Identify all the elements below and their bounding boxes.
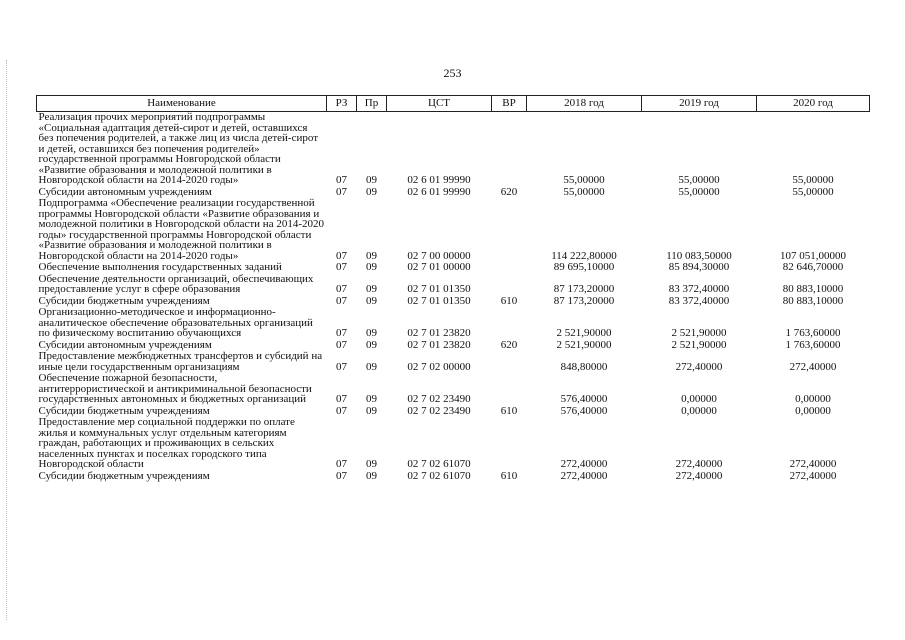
row-2019: 55,00000 [678, 174, 720, 186]
page-number: 253 [443, 66, 462, 80]
row-2018: 89 695,10000 [553, 261, 615, 273]
row-cst: 02 7 02 61070 [407, 458, 471, 470]
row-pr: 09 [366, 327, 377, 339]
row-rz: 07 [336, 469, 347, 482]
row-vr [492, 112, 527, 187]
row-rz: 07 [336, 249, 347, 262]
row-cst: 02 7 01 00000 [407, 261, 471, 273]
row-cst: 02 7 02 00000 [407, 360, 471, 373]
row-vr: 610 [500, 404, 518, 417]
row-2018: 272,40000 [560, 458, 608, 470]
row-name: Организационно-методическое и информационно-аналитическое обеспечение образовательных организаций по физическому воспитанию обучающихся [38, 306, 313, 339]
row-2020: 80 883,10000 [782, 294, 844, 307]
table-row [37, 417, 870, 471]
row-2020: 272,40000 [789, 360, 837, 373]
row-2019: 272,40000 [675, 469, 723, 482]
row-pr: 09 [366, 294, 377, 307]
row-cst: 02 7 01 23820 [407, 338, 471, 351]
row-name: Предоставление межбюджетных трансфертов и субсидий на иные цели государственным организациям [38, 350, 323, 373]
row-vr [492, 198, 527, 262]
row-name: Субсидии автономным учреждениям [38, 185, 212, 198]
row-2020: 272,40000 [789, 469, 837, 482]
row-cst: 02 6 01 99990 [407, 185, 471, 198]
table-body [37, 112, 870, 483]
row-name: Субсидии автономным учреждениям [38, 338, 212, 351]
row-rz: 07 [336, 185, 347, 198]
row-cst: 02 7 01 01350 [407, 294, 471, 307]
row-name: Обеспечение выполнения государственных заданий [38, 261, 282, 273]
row-rz: 07 [336, 294, 347, 307]
table-row [37, 198, 870, 262]
table-row [37, 274, 870, 296]
row-pr: 09 [366, 360, 377, 373]
row-2018: 2 521,90000 [556, 338, 612, 351]
row-2020: 1 763,60000 [785, 338, 841, 351]
row-pr: 09 [366, 261, 377, 273]
row-2020: 82 646,70000 [782, 261, 844, 273]
row-rz: 07 [336, 283, 347, 295]
row-2020: 55,00000 [792, 185, 834, 198]
row-pr: 09 [366, 174, 377, 186]
table-row [37, 112, 870, 187]
table-header-row [37, 96, 870, 112]
row-2018: 2 521,90000 [556, 327, 612, 339]
row-2019: 85 894,30000 [668, 261, 730, 273]
table-row [37, 471, 870, 483]
row-name: Субсидии бюджетным учреждениям [38, 469, 210, 482]
row-vr [492, 262, 527, 274]
row-pr: 09 [366, 458, 377, 470]
row-pr: 09 [366, 185, 377, 198]
row-name: Субсидии бюджетным учреждениям [38, 294, 210, 307]
row-rz: 07 [336, 458, 347, 470]
row-2020: 1 763,60000 [785, 327, 841, 339]
row-name: Субсидии бюджетным учреждениям [38, 404, 210, 417]
row-cst: 02 7 01 01350 [407, 283, 471, 295]
header-2018: 2018 год [527, 96, 642, 112]
binding-margin-line [6, 60, 8, 620]
row-vr [492, 417, 527, 471]
row-pr: 09 [366, 404, 377, 417]
row-cst: 02 7 02 23490 [407, 404, 471, 417]
row-2019: 83 372,40000 [668, 283, 730, 295]
row-2018: 272,40000 [560, 469, 608, 482]
header-2020: 2020 год [757, 96, 870, 112]
row-rz: 07 [336, 338, 347, 351]
row-2020: 80 883,10000 [782, 283, 844, 295]
table-row [37, 351, 870, 373]
row-pr: 09 [366, 283, 377, 295]
row-vr [492, 274, 527, 296]
row-name: Подпрограмма «Обеспечение реализации государственной программы Новгородской области «Развитие образования и молодежной политики в Новгородской области на 2014-2020 годы» государственной программы Новгородской области «Развитие образования и молодежной политики в Новгородской области на 2014-2020 годы» [38, 197, 324, 262]
row-2019: 272,40000 [675, 360, 723, 373]
row-2018: 576,40000 [560, 393, 608, 405]
row-2020: 0,00000 [795, 404, 831, 417]
row-2019: 0,00000 [681, 404, 717, 417]
row-2019: 2 521,90000 [671, 327, 727, 339]
budget-table [36, 95, 870, 482]
row-2019: 83 372,40000 [668, 294, 730, 307]
row-2019: 55,00000 [678, 185, 720, 198]
row-2018: 87 173,20000 [553, 294, 615, 307]
header-2019: 2019 год [642, 96, 757, 112]
row-2020: 272,40000 [789, 458, 837, 470]
row-2018: 87 173,20000 [553, 283, 615, 295]
row-rz: 07 [336, 261, 347, 273]
row-pr: 09 [366, 393, 377, 405]
header-cst: ЦСТ [387, 96, 492, 112]
row-2019: 272,40000 [675, 458, 723, 470]
row-vr [492, 307, 527, 340]
table-row [37, 307, 870, 340]
header-pr: Пр [357, 96, 387, 112]
row-2018: 114 222,80000 [551, 249, 617, 262]
row-name: Реализация прочих мероприятий подпрограммы «Социальная адаптация детей-сирот и детей, оставшихся без попечения родителей, а также лиц из числа детей-сирот и детей, оставшихся без попечения родителей» государственной программы Новгородской области «Развитие образования и молодежной политики в Новгородской области на 2014-2020 годы» [38, 111, 319, 186]
row-2019: 0,00000 [681, 393, 717, 405]
row-2020: 0,00000 [795, 393, 831, 405]
row-name: Обеспечение деятельности организаций, обеспечивающих предоставление услуг в сфере образования [38, 272, 314, 295]
row-2018: 55,00000 [563, 174, 605, 186]
row-vr [492, 351, 527, 373]
row-cst: 02 7 02 23490 [407, 393, 471, 405]
row-vr [492, 373, 527, 406]
row-pr: 09 [366, 469, 377, 482]
row-2019: 110 083,50000 [666, 249, 732, 262]
row-vr: 610 [500, 294, 518, 307]
row-rz: 07 [336, 360, 347, 373]
row-vr: 610 [500, 469, 518, 482]
row-rz: 07 [336, 393, 347, 405]
table-row [37, 373, 870, 406]
row-vr: 620 [500, 338, 518, 351]
row-cst: 02 7 01 23820 [407, 327, 471, 339]
row-name: Предоставление мер социальной поддержки по оплате жилья и коммунальных услуг отдельным категориям граждан, работающих и проживающих в сельских населенных пунктах и поселках городского типа Новгородской области [38, 416, 295, 470]
table-row [37, 262, 870, 274]
header-vr: ВР [492, 96, 527, 112]
row-cst: 02 6 01 99990 [407, 174, 471, 186]
row-cst: 02 7 00 00000 [407, 249, 471, 262]
row-pr: 09 [366, 249, 377, 262]
row-rz: 07 [336, 174, 347, 186]
row-cst: 02 7 02 61070 [407, 469, 471, 482]
row-rz: 07 [336, 404, 347, 417]
row-name: Обеспечение пожарной безопасности, антитеррористической и антикриминальной безопасности государственных автономных и бюджетных организаций [38, 372, 312, 405]
header-name: Наименование [37, 96, 327, 112]
row-2020: 107 051,00000 [780, 249, 846, 262]
row-2018: 55,00000 [563, 185, 605, 198]
row-vr: 620 [500, 185, 518, 198]
row-2018: 848,80000 [560, 360, 608, 373]
row-2018: 576,40000 [560, 404, 608, 417]
row-rz: 07 [336, 327, 347, 339]
header-rz: РЗ [327, 96, 357, 112]
row-2020: 55,00000 [792, 174, 834, 186]
row-2019: 2 521,90000 [671, 338, 727, 351]
row-pr: 09 [366, 338, 377, 351]
